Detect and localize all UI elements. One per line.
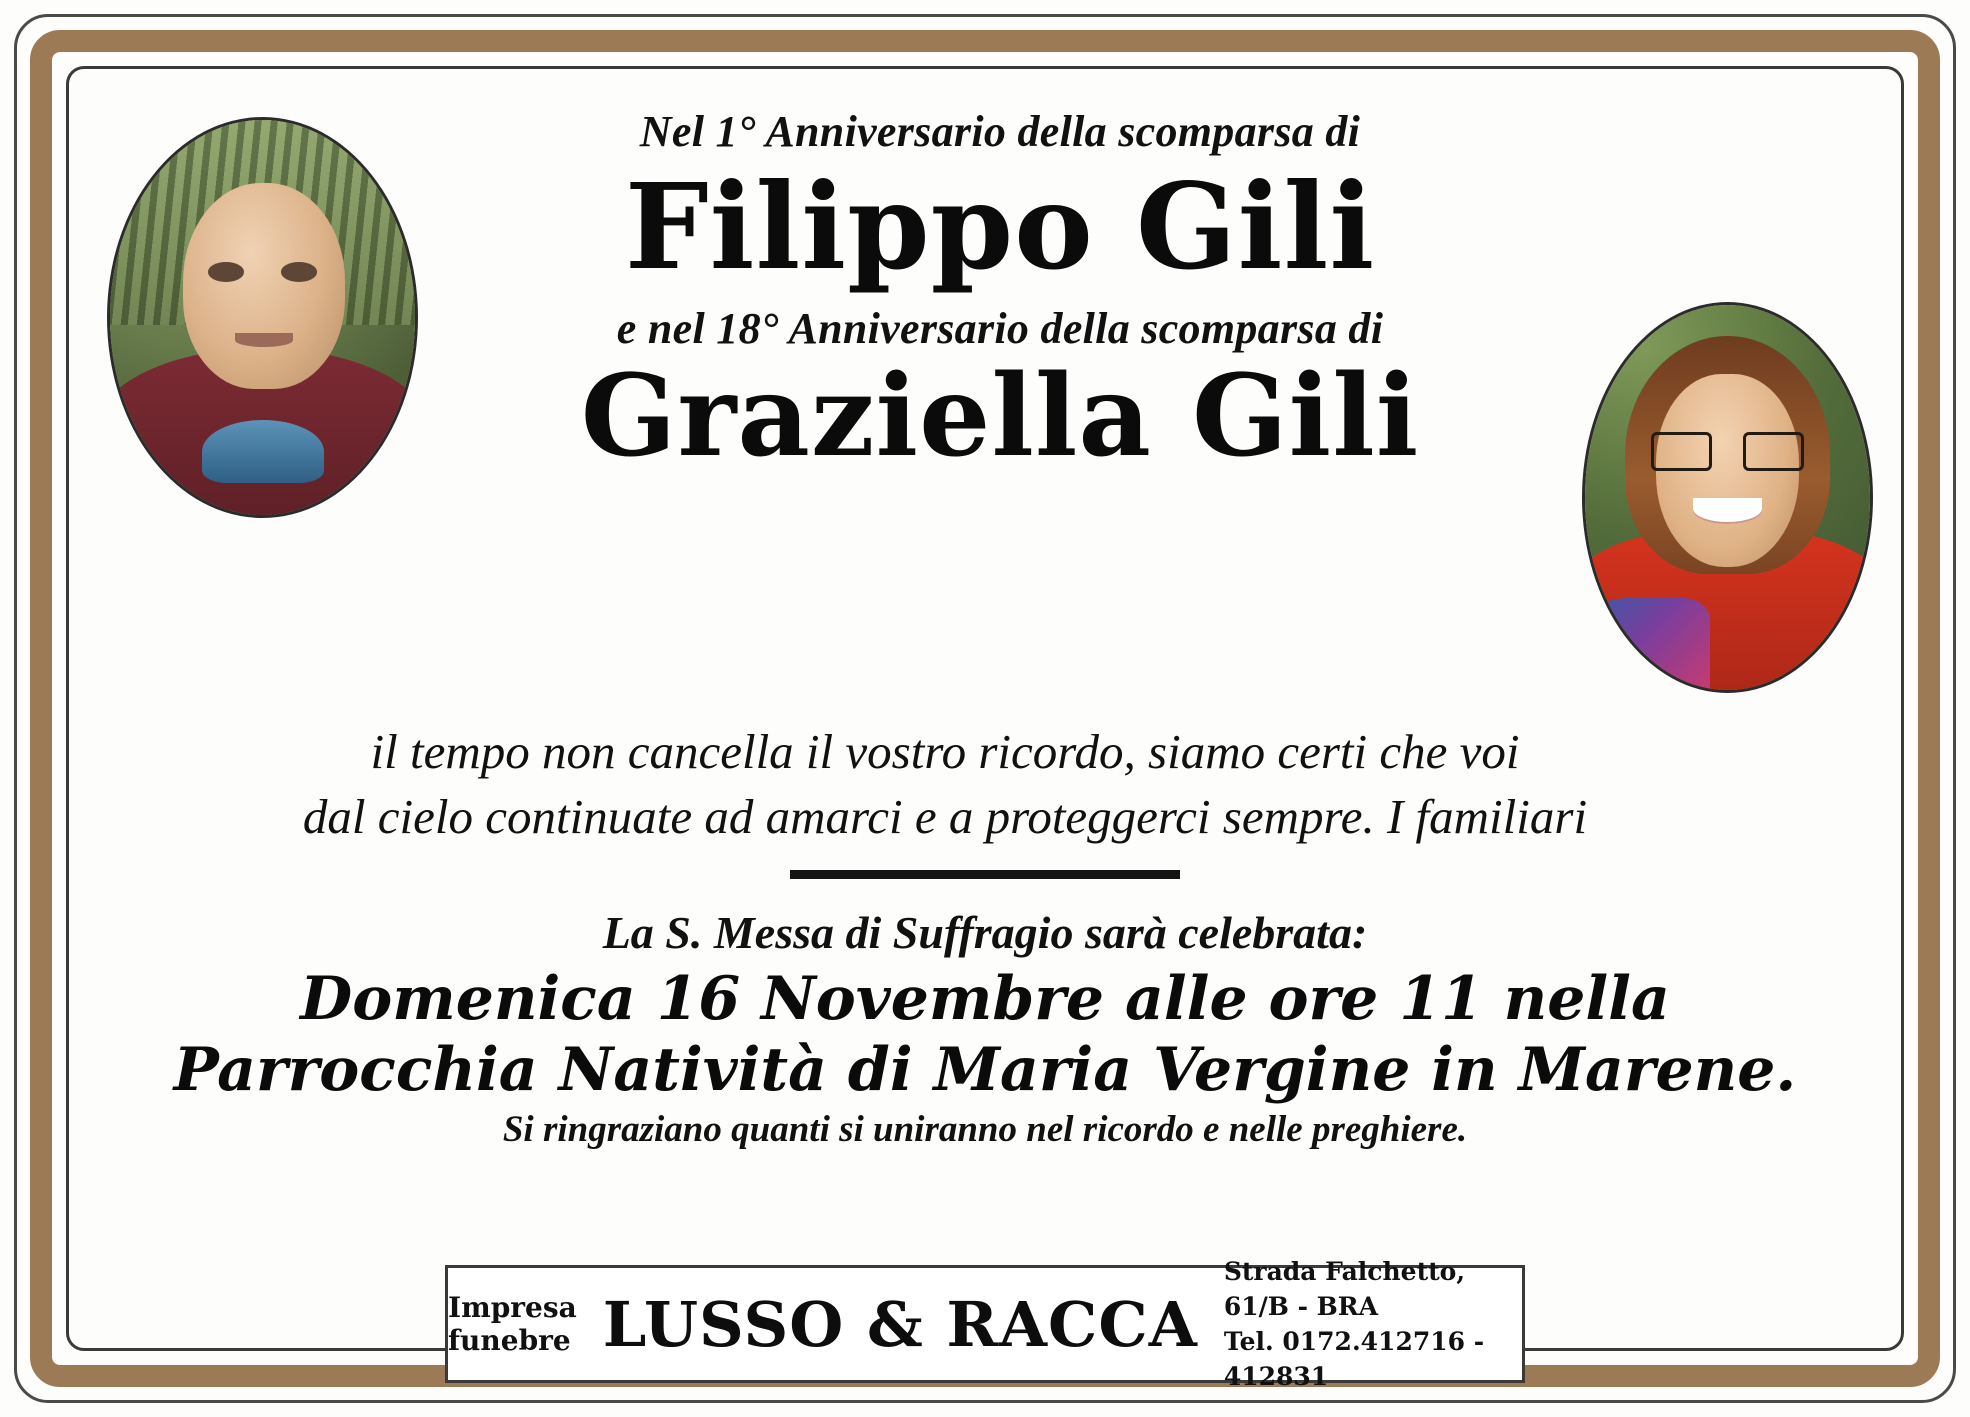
photo-mouth <box>235 333 293 347</box>
agency-label <box>448 1291 577 1357</box>
anniversary-line-second: e nel 18° Anniversario della scomparsa di <box>616 303 1384 353</box>
headline-block <box>410 106 1590 485</box>
agency-name: LUSSO & RACCA <box>602 1287 1198 1361</box>
photo-face <box>183 183 345 388</box>
photo-face <box>1656 374 1799 567</box>
mass-schedule <box>80 964 1890 1106</box>
agency-inner <box>448 1254 1522 1394</box>
mass-intro-text: La S. Messa di Suffragio sarà celebrata: <box>602 907 1368 958</box>
agency-contact <box>1224 1254 1522 1394</box>
photo-glasses <box>1651 432 1805 471</box>
anniversary-line-first: Nel 1° Anniversario della scomparsa di <box>639 107 1361 156</box>
epitaph-text <box>230 720 1660 849</box>
mass-when-line-2: Parrocchia Natività di Maria Vergine in Marene. <box>173 1034 1797 1105</box>
agency-phone: Tel. 0172.412716 - 412831 <box>1223 1327 1485 1391</box>
agency-address: Strada Falchetto, 61/B - BRA <box>1223 1257 1466 1321</box>
deceased-name-second: Graziella Gili <box>580 350 1420 482</box>
epitaph-line-1: il tempo non cancella il vostro ricordo, siamo certi che voi <box>370 724 1520 779</box>
photo-eye-left <box>208 262 245 282</box>
section-divider <box>790 870 1180 879</box>
agency-label-line-2: funebre <box>448 1324 571 1357</box>
photo-eye-right <box>281 262 318 282</box>
poster-content <box>80 80 1890 1391</box>
thanks-text: Si ringraziano quanti si uniranno nel ricordo e nelle preghiere. <box>502 1109 1468 1150</box>
photo-collar <box>202 420 324 483</box>
photo-scarf <box>1585 598 1710 690</box>
portrait-photo-woman <box>1585 305 1870 690</box>
deceased-name-first: Filippo Gili <box>624 157 1376 296</box>
agency-label-line-1: Impresa <box>448 1290 577 1324</box>
epitaph-line-2: dal cielo continuate ad amarci e a proteggerci sempre. I familiari <box>302 788 1588 844</box>
portrait-photo-man <box>110 120 415 515</box>
funeral-agency-box <box>445 1257 1525 1391</box>
mass-when-line-1: Domenica 16 Novembre alle ore 11 nella <box>300 964 1670 1034</box>
